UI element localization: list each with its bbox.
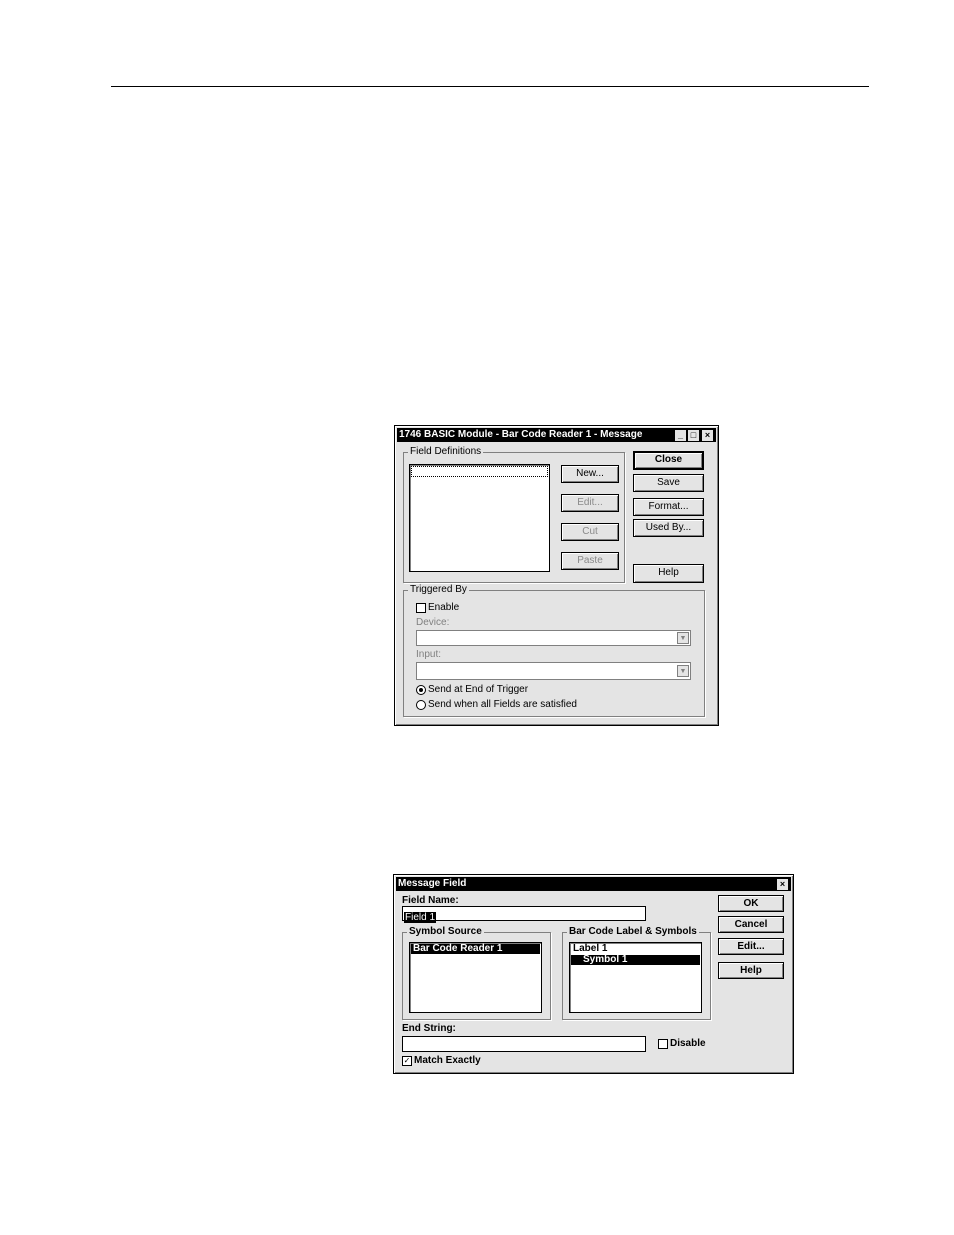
input-combo[interactable]	[416, 662, 691, 680]
device-label: Device:	[416, 617, 450, 628]
chevron-down-icon[interactable]: ▼	[677, 632, 689, 644]
format-button[interactable]: Format...	[633, 498, 704, 516]
paste-button[interactable]: Paste	[561, 552, 619, 570]
disable-checkbox[interactable]	[658, 1039, 668, 1049]
maximize-icon[interactable]: □	[687, 429, 700, 442]
match-exactly-checkbox[interactable]: ✓	[403, 1056, 411, 1065]
message-dialog	[394, 425, 719, 726]
edit-button[interactable]: Edit...	[718, 938, 784, 955]
ok-button[interactable]: OK	[718, 895, 784, 912]
send-end-trigger-label: Send at End of Trigger	[428, 684, 529, 695]
message-field-titlebar[interactable]	[396, 877, 791, 891]
chevron-down-icon[interactable]: ▼	[677, 665, 689, 677]
help-button[interactable]: Help	[718, 962, 784, 979]
field-name-label: Field Name:	[402, 895, 459, 906]
end-string-input[interactable]	[402, 1036, 646, 1052]
field-name-input[interactable]	[402, 906, 646, 921]
triggered-by-label: Triggered By	[410, 584, 467, 595]
list-focus-row	[411, 466, 548, 477]
page-header-rule	[111, 86, 869, 87]
close-button[interactable]: Close	[633, 451, 704, 470]
bar-code-label-list[interactable]	[569, 942, 702, 1013]
field-definitions-group	[403, 446, 625, 583]
close-icon[interactable]: ×	[776, 878, 789, 891]
send-all-fields-label: Send when all Fields are satisfied	[428, 699, 577, 710]
close-icon[interactable]: ×	[701, 429, 714, 442]
save-button[interactable]: Save	[633, 474, 704, 492]
symbol-source-group	[402, 926, 551, 1020]
minimize-icon[interactable]: _	[674, 429, 687, 442]
message-dialog-title: 1746 BASIC Module - Bar Code Reader 1 - Message	[399, 429, 643, 440]
enable-checkbox[interactable]	[416, 603, 426, 613]
new-button[interactable]: New...	[561, 465, 619, 483]
message-field-title: Message Field	[398, 878, 467, 889]
device-combo[interactable]	[416, 630, 691, 646]
input-label: Input:	[416, 649, 442, 660]
message-field-dialog	[393, 874, 794, 1074]
bar-code-label-group	[562, 926, 711, 1020]
triggered-by-group	[403, 584, 705, 717]
field-definitions-list[interactable]	[409, 464, 550, 572]
symbol-source-list[interactable]	[409, 942, 542, 1013]
field-definitions-label: Field Definitions	[410, 446, 482, 457]
disable-label: Disable	[670, 1038, 706, 1049]
enable-label: Enable	[428, 602, 460, 613]
message-dialog-titlebar[interactable]	[397, 428, 716, 442]
bar-code-label-label: Bar Code Label & Symbols	[569, 926, 697, 937]
send-end-trigger-radio[interactable]	[416, 685, 426, 695]
symbol-source-label: Symbol Source	[409, 926, 482, 937]
help-button[interactable]: Help	[633, 564, 704, 583]
match-exactly-label: Match Exactly	[414, 1055, 481, 1066]
field-name-value: Field 1	[405, 912, 436, 923]
end-string-label: End String:	[402, 1023, 456, 1034]
used-by-button[interactable]: Used By...	[633, 519, 704, 537]
cut-button[interactable]: Cut	[561, 523, 619, 541]
edit-button[interactable]: Edit...	[561, 494, 619, 512]
list-item[interactable]: Bar Code Reader 1	[411, 944, 540, 954]
cancel-button[interactable]: Cancel	[718, 916, 784, 933]
list-item[interactable]: Symbol 1	[571, 955, 700, 965]
list-item[interactable]: Label 1	[573, 943, 608, 954]
send-all-fields-radio[interactable]	[416, 700, 426, 710]
